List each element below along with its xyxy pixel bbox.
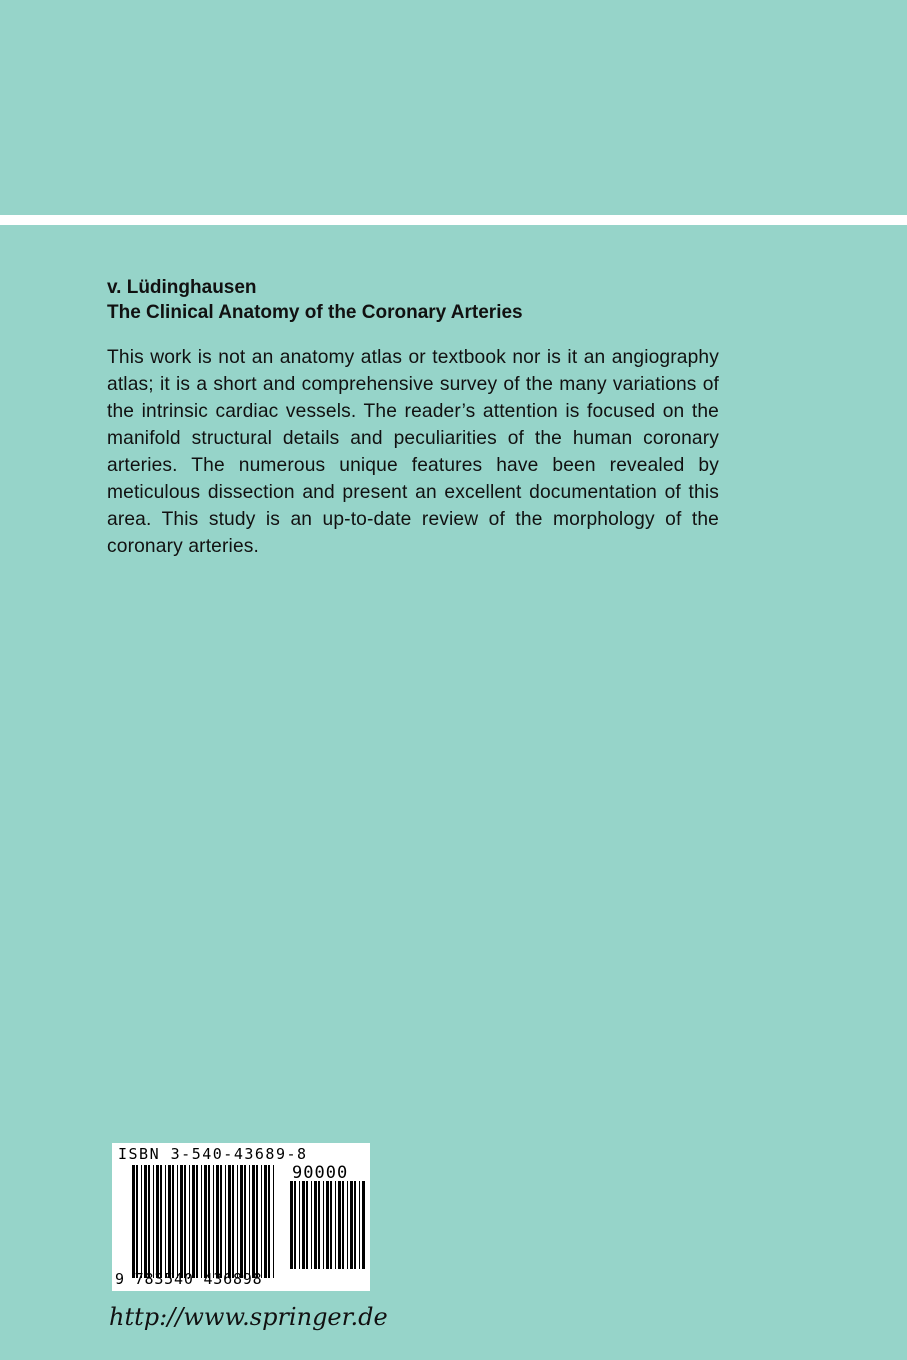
barcode-label <box>112 1143 370 1291</box>
price-code: 90000 <box>292 1163 349 1183</box>
book-title: The Clinical Anatomy of the Coronary Arteries <box>107 302 523 323</box>
ean-number: 9 783540 436898 <box>115 1270 263 1288</box>
publisher-url: http://www.springer.de <box>109 1303 388 1331</box>
book-description: This work is not an anatomy atlas or textbook nor is it an angiography atlas; it is a short and comprehensive survey of the many variations of the intrinsic cardiac vessels. The reader’s attention is focused on the manifold structural details and peculiarities of the human coronary arteries. The numerous unique features have been revealed by meticulous dissection and present an excellent documentation of this area. This study is an up-to-date review of the morphology of the coronary arteries. <box>107 347 719 557</box>
author-name: v. Lüdinghausen <box>107 277 257 298</box>
isbn-number: ISBN 3-540-43689-8 <box>118 1145 308 1163</box>
white-stripe <box>0 215 907 225</box>
